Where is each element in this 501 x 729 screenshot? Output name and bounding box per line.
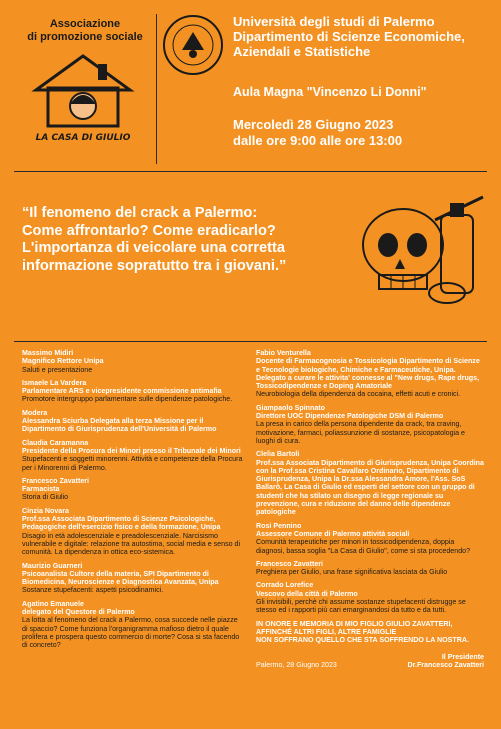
speaker-entry xyxy=(256,522,484,555)
signer-title: Il Presidente xyxy=(441,652,484,661)
speaker-name: Clelia Bartoli xyxy=(256,450,300,459)
event-date: Mercoledì 28 Giugno 2023 xyxy=(233,117,394,132)
speakers-left-column xyxy=(22,349,244,655)
speaker-role: Assessore Comune di Palermo attività sociali xyxy=(256,529,410,538)
speaker-role: Prof.ssa Associata Dipartimento di Giurisprudenza, Unipa Coordina con la Prof.ssa Cristina Cavallaro Ordinario, Dipartimento di Giurisprudenza, Unipa la Dr.ssa Alessandra Amore, l'Ass. SoS Ballarò, La Casa di Giulio ed esperti del settore con un gruppo di studenti che ha stilato un disegno di legge regionale su prevenzione, cura e riduzione del danno delle dipendenze patologiche xyxy=(256,458,484,517)
university-block xyxy=(233,14,495,59)
place-date: Palermo, 28 Giugno 2023 xyxy=(256,660,337,669)
speaker-entry xyxy=(256,404,484,445)
speaker-name: Corrado Lorefice xyxy=(256,581,314,590)
university-name: Università degli studi di Palermo xyxy=(233,14,435,29)
university-seal-icon xyxy=(162,14,224,76)
speaker-name: Rosi Pennino xyxy=(256,521,302,530)
speaker-entry xyxy=(22,562,244,595)
speaker-entry xyxy=(22,409,244,434)
title-line-3: L'importanza di veicolare una corretta xyxy=(22,240,285,256)
signer-name: Dr.Francesco Zavatteri xyxy=(407,660,484,669)
poster-header xyxy=(0,0,501,170)
house-logo-icon xyxy=(28,50,138,145)
signature-block xyxy=(408,653,485,670)
date-block xyxy=(233,117,402,149)
memorial-line-3: NON SOFFRANO QUELLO CHE STA SOFFRENDO LA NOSTRA. xyxy=(256,636,469,645)
speaker-topic: Comunità terapeutiche per minori in tossicodipendenza, doppia diagnosi, bassa soglia "La Casa di Giulio", come si sta procedendo? xyxy=(256,538,471,555)
logo-text: LA CASA DI GIULIO xyxy=(35,133,131,143)
speaker-role: Prof.ssa Associata Dipartimento di Scienze Psicologiche, Pedagogiche dell'esercizio fisico e della formazione, Unipa xyxy=(22,515,221,532)
speaker-entry xyxy=(22,379,244,404)
speakers-right-column xyxy=(256,349,484,669)
association-line-2: di promozione sociale xyxy=(27,31,143,43)
association-label xyxy=(20,18,150,44)
speaker-role: Parlamentare ARS e vicepresidente commissione antimafia xyxy=(22,387,222,396)
speaker-name: Giampaolo Spinnato xyxy=(256,403,325,412)
speaker-entry xyxy=(256,349,484,399)
speaker-entry xyxy=(256,450,484,516)
speaker-role: Direttore UOC Dipendenze Patologiche DSM di Palermo xyxy=(256,412,444,421)
speaker-name: Claudia Caramanna xyxy=(22,438,89,447)
speaker-role: delegato del Questore di Palermo xyxy=(22,608,135,617)
speaker-name: Massimo Midiri xyxy=(22,349,74,357)
department-line-2: Aziendali e Statistiche xyxy=(233,44,371,59)
speaker-role: Presidente della Procura dei Minori presso il Tribunale dei Minori xyxy=(22,446,241,455)
speaker-name: Francesco Zavatteri xyxy=(22,476,90,485)
department-line-1: Dipartimento di Scienze Economiche, xyxy=(233,29,465,44)
speaker-topic: Stupefacenti e soggetti minorenni. Attività e competenze della Procura per i Minorenni di Palermo. xyxy=(22,455,243,472)
room-name: Aula Magna "Vincenzo Li Donni" xyxy=(233,85,427,99)
speaker-topic: Preghiera per Giulio, una frase significativa lasciata da Giulio xyxy=(256,568,448,577)
speaker-entry xyxy=(22,349,244,374)
speaker-role: Docente di Farmacognosia e Tossicologia Dipartimento di Scienze e Tecnologie biologiche, Chimiche e Farmaceutiche, Unipa. Delegato a curare le attivita' connesse al "New drugs, Rape drugs, Tossicodipendenze e Doping Amatoriale xyxy=(256,357,480,391)
top-rule xyxy=(14,171,487,172)
mid-rule xyxy=(14,341,487,342)
speaker-topic: Gli invisibili, perchè chi assume sostanze stupefacenti distrugge se stesso ed i rapporti più cari emarginandosi da tutto e da tutti. xyxy=(256,598,466,615)
speaker-topic: La lotta al fenomeno del crack a Palermo, cosa succede nelle piazze di spaccio? Come funziona l'organigramma mafioso dietro il quale prolifera e prospera questo commercio di morte? Cosa si sta facendo di concreto? xyxy=(22,616,240,650)
speaker-role: Alessandra Sciurba Delegata alla terza Missione per il Dipartimento di Giurisprudenza dell'Università di Palermo xyxy=(22,417,217,434)
signature-row xyxy=(256,653,484,670)
header-divider xyxy=(156,14,157,164)
memorial-line-2: AFFINCHÉ ALTRI FIGLI, ALTRE FAMIGLIE xyxy=(256,627,397,636)
speaker-role: Psicoanalista Cultore della materia, SPI Dipartimento di Biomedicina, Neuroscienze e Diagnostica Avanzata, Unipa xyxy=(22,569,219,587)
speaker-name: Francesco Zavatteri xyxy=(256,559,324,568)
speaker-name: Agatino Emanuele xyxy=(22,599,84,608)
speaker-role: Vescovo della città di Palermo xyxy=(256,589,358,598)
right-speaker-list xyxy=(256,349,484,615)
speaker-topic: Disagio in età adolescenziale e preadolescenziale. Narcisismo vulnerabile e digitale: relazione tra autostima, social media e senso di comunità. La dipendenza in ottica eco-sistemica. xyxy=(22,531,241,557)
event-title xyxy=(22,205,340,275)
speaker-topic: Storia di Giulio xyxy=(22,493,69,502)
memorial-dedication xyxy=(256,620,484,645)
speaker-name: Fabio Venturella xyxy=(256,349,311,357)
event-time: dalle ore 9:00 alle ore 13:00 xyxy=(233,133,403,148)
skull-drawing-icon xyxy=(355,185,485,325)
title-line-1: “Il fenomeno del crack a Palermo: xyxy=(22,205,258,221)
speaker-entry xyxy=(22,439,244,472)
title-line-4: informazione sopratutto tra i giovani.” xyxy=(22,257,287,274)
speaker-topic: La presa in carico della persona dipendente da crack, tra craving, motivazione, farmaci, poliassunzione di sostanze, psicopatologia e luoghi di cura. xyxy=(256,420,465,445)
speaker-entry xyxy=(256,581,484,614)
speaker-entry xyxy=(22,477,244,502)
speaker-name: Maurizio Guarneri xyxy=(22,561,83,570)
speaker-name: Modera xyxy=(22,408,48,417)
speaker-topic: Saluti e presentazione xyxy=(22,365,93,374)
speaker-name: Cinzia Novara xyxy=(22,506,69,515)
speaker-topic: Neurobiologia della dipendenza da cocaina, effetti acuti e cronici. xyxy=(256,390,461,399)
speaker-topic: Promotore intergruppo parlamentare sulle dipendenze patologiche. xyxy=(22,395,233,404)
speaker-entry xyxy=(22,600,244,650)
memorial-line-1: IN ONORE E MEMORIA DI MIO FIGLIO GIULIO ZAVATTERI, xyxy=(256,619,453,628)
speaker-topic: Sostanze stupefacenti: aspetti psicodinamici. xyxy=(22,586,164,595)
speaker-role: Magnifico Rettore Unipa xyxy=(22,357,104,366)
speaker-name: Ismaele La Vardera xyxy=(22,378,87,387)
speaker-role: Farmacista xyxy=(22,485,60,494)
speaker-entry xyxy=(22,507,244,557)
association-line-1: Associazione xyxy=(49,18,121,30)
speaker-entry xyxy=(256,560,484,577)
title-line-2: Come affrontarlo? Come eradicarlo? xyxy=(22,222,276,239)
